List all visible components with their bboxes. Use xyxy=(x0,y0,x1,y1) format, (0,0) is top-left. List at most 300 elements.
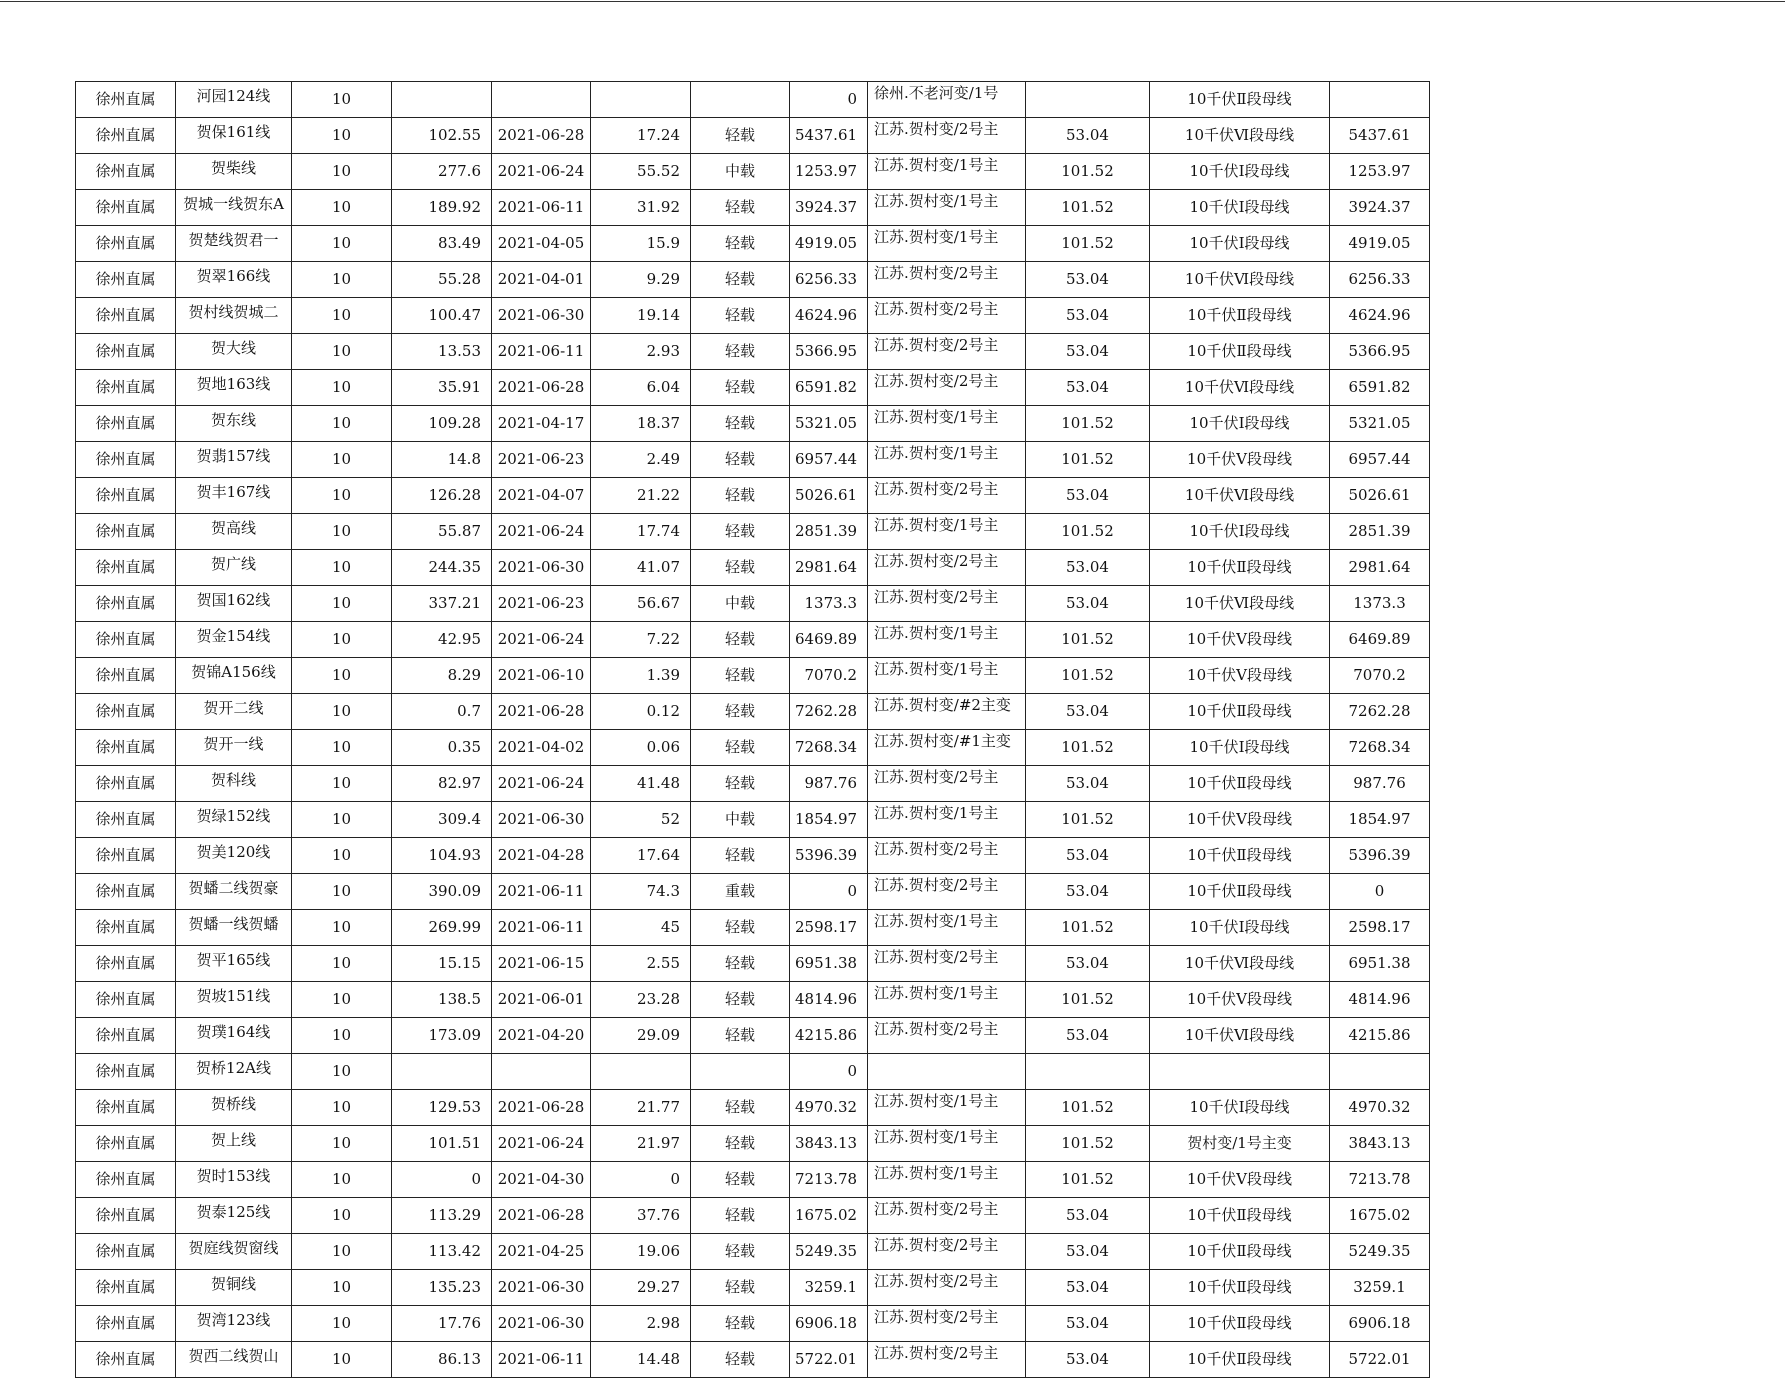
busbar-cell: 10千伏Ⅱ段母线 xyxy=(1150,1234,1330,1270)
substation-cell xyxy=(868,1054,1026,1090)
unit-cell: 徐州直属 xyxy=(76,1306,176,1342)
max-load-cell: 138.5 xyxy=(392,982,492,1018)
unit-cell: 徐州直属 xyxy=(76,82,176,118)
table-row xyxy=(76,874,1430,910)
load-status-cell: 轻载 xyxy=(691,1162,790,1198)
unit-cell: 徐州直属 xyxy=(76,514,176,550)
open-capacity-cell: 6256.33 xyxy=(790,262,868,298)
unit-cell: 徐州直属 xyxy=(76,190,176,226)
substation-cell: 江苏.贺村变/2号主 xyxy=(868,118,1026,154)
busbar-cell: 10千伏Ⅱ段母线 xyxy=(1150,298,1330,334)
load-rate-cell: 37.76 xyxy=(591,1198,691,1234)
busbar-cell: 10千伏Ⅰ段母线 xyxy=(1150,226,1330,262)
busbar-cell: 10千伏Ⅴ段母线 xyxy=(1150,442,1330,478)
load-status-cell: 中载 xyxy=(691,802,790,838)
open-capacity-cell: 987.76 xyxy=(790,766,868,802)
max-load-cell: 337.21 xyxy=(392,586,492,622)
max-load-cell: 42.95 xyxy=(392,622,492,658)
voltage-cell: 10 xyxy=(292,1270,392,1306)
substation-cell: 江苏.贺村变/#2主变 xyxy=(868,694,1026,730)
date-cell: 2021-06-24 xyxy=(492,766,591,802)
table-row xyxy=(76,1270,1430,1306)
load-status-cell: 轻载 xyxy=(691,442,790,478)
table-row xyxy=(76,802,1430,838)
substation-cell: 江苏.贺村变/1号主 xyxy=(868,802,1026,838)
unit-cell: 徐州直属 xyxy=(76,730,176,766)
load-status-cell: 轻载 xyxy=(691,226,790,262)
table-row xyxy=(76,730,1430,766)
line-name-cell: 贺保161线 xyxy=(176,118,292,154)
voltage-cell: 10 xyxy=(292,478,392,514)
load-rate-cell: 17.24 xyxy=(591,118,691,154)
line-capacity-cell xyxy=(1330,82,1430,118)
table-row xyxy=(76,658,1430,694)
table-row xyxy=(76,910,1430,946)
date-cell: 2021-06-10 xyxy=(492,658,591,694)
substation-cell: 江苏.贺村变/1号主 xyxy=(868,658,1026,694)
substation-capacity-cell: 53.04 xyxy=(1026,766,1150,802)
load-status-cell: 轻载 xyxy=(691,910,790,946)
date-cell: 2021-06-28 xyxy=(492,694,591,730)
table-row xyxy=(76,586,1430,622)
table-row xyxy=(76,298,1430,334)
substation-capacity-cell: 53.04 xyxy=(1026,370,1150,406)
line-capacity-cell: 3843.13 xyxy=(1330,1126,1430,1162)
line-name-cell: 贺地163线 xyxy=(176,370,292,406)
busbar-cell: 10千伏Ⅴ段母线 xyxy=(1150,802,1330,838)
busbar-cell: 10千伏Ⅵ段母线 xyxy=(1150,586,1330,622)
page-top-rule xyxy=(0,1,1785,2)
unit-cell: 徐州直属 xyxy=(76,766,176,802)
max-load-cell: 0.35 xyxy=(392,730,492,766)
substation-cell: 江苏.贺村变/2号主 xyxy=(868,838,1026,874)
substation-cell: 江苏.贺村变/2号主 xyxy=(868,298,1026,334)
busbar-cell: 10千伏Ⅱ段母线 xyxy=(1150,334,1330,370)
load-rate-cell: 7.22 xyxy=(591,622,691,658)
max-load-cell: 0.7 xyxy=(392,694,492,730)
line-capacity-cell: 4814.96 xyxy=(1330,982,1430,1018)
load-rate-cell xyxy=(591,1054,691,1090)
substation-capacity-cell: 101.52 xyxy=(1026,982,1150,1018)
busbar-cell: 10千伏Ⅱ段母线 xyxy=(1150,766,1330,802)
open-capacity-cell: 2598.17 xyxy=(790,910,868,946)
substation-cell: 江苏.贺村变/1号主 xyxy=(868,226,1026,262)
unit-cell: 徐州直属 xyxy=(76,1018,176,1054)
substation-cell: 江苏.贺村变/2号主 xyxy=(868,262,1026,298)
line-name-cell: 贺翠166线 xyxy=(176,262,292,298)
unit-cell: 徐州直属 xyxy=(76,1342,176,1378)
table-row xyxy=(76,262,1430,298)
line-name-cell: 贺高线 xyxy=(176,514,292,550)
line-capacity-cell: 7213.78 xyxy=(1330,1162,1430,1198)
open-capacity-cell: 5437.61 xyxy=(790,118,868,154)
date-cell: 2021-04-17 xyxy=(492,406,591,442)
line-capacity-cell: 7262.28 xyxy=(1330,694,1430,730)
max-load-cell: 55.87 xyxy=(392,514,492,550)
line-name-cell: 贺桥12A线 xyxy=(176,1054,292,1090)
unit-cell: 徐州直属 xyxy=(76,478,176,514)
load-status-cell xyxy=(691,82,790,118)
line-capacity-cell: 5396.39 xyxy=(1330,838,1430,874)
busbar-cell: 10千伏Ⅱ段母线 xyxy=(1150,1270,1330,1306)
substation-cell: 江苏.贺村变/1号主 xyxy=(868,190,1026,226)
max-load-cell: 109.28 xyxy=(392,406,492,442)
max-load-cell: 101.51 xyxy=(392,1126,492,1162)
line-name-cell: 贺蟠二线贺豪 xyxy=(176,874,292,910)
line-capacity-cell: 6256.33 xyxy=(1330,262,1430,298)
load-rate-cell: 23.28 xyxy=(591,982,691,1018)
unit-cell: 徐州直属 xyxy=(76,370,176,406)
line-capacity-cell: 2981.64 xyxy=(1330,550,1430,586)
open-capacity-cell: 7070.2 xyxy=(790,658,868,694)
busbar-cell: 10千伏Ⅱ段母线 xyxy=(1150,838,1330,874)
substation-capacity-cell: 101.52 xyxy=(1026,1126,1150,1162)
busbar-cell: 10千伏Ⅴ段母线 xyxy=(1150,658,1330,694)
line-capacity-cell: 4215.86 xyxy=(1330,1018,1430,1054)
line-name-cell: 贺广线 xyxy=(176,550,292,586)
load-status-cell: 轻载 xyxy=(691,766,790,802)
voltage-cell: 10 xyxy=(292,910,392,946)
load-status-cell: 重载 xyxy=(691,874,790,910)
unit-cell: 徐州直属 xyxy=(76,262,176,298)
max-load-cell: 269.99 xyxy=(392,910,492,946)
line-name-cell: 贺开二线 xyxy=(176,694,292,730)
table-row xyxy=(76,118,1430,154)
substation-cell: 江苏.贺村变/2号主 xyxy=(868,1234,1026,1270)
table-row xyxy=(76,1306,1430,1342)
load-status-cell: 轻载 xyxy=(691,1234,790,1270)
line-name-cell: 贺蟠一线贺蟠 xyxy=(176,910,292,946)
substation-capacity-cell: 53.04 xyxy=(1026,1342,1150,1378)
date-cell: 2021-04-20 xyxy=(492,1018,591,1054)
voltage-cell: 10 xyxy=(292,1306,392,1342)
busbar-cell: 10千伏Ⅵ段母线 xyxy=(1150,370,1330,406)
voltage-cell: 10 xyxy=(292,622,392,658)
substation-capacity-cell: 53.04 xyxy=(1026,550,1150,586)
busbar-cell: 10千伏Ⅴ段母线 xyxy=(1150,622,1330,658)
load-status-cell: 轻载 xyxy=(691,658,790,694)
substation-capacity-cell: 101.52 xyxy=(1026,226,1150,262)
line-capacity-cell: 7070.2 xyxy=(1330,658,1430,694)
load-rate-cell: 29.27 xyxy=(591,1270,691,1306)
voltage-cell: 10 xyxy=(292,82,392,118)
load-status-cell: 轻载 xyxy=(691,262,790,298)
table-row xyxy=(76,1234,1430,1270)
open-capacity-cell: 1854.97 xyxy=(790,802,868,838)
busbar-cell: 10千伏Ⅰ段母线 xyxy=(1150,514,1330,550)
substation-capacity-cell xyxy=(1026,82,1150,118)
unit-cell: 徐州直属 xyxy=(76,622,176,658)
line-capacity-cell: 5321.05 xyxy=(1330,406,1430,442)
load-rate-cell: 31.92 xyxy=(591,190,691,226)
voltage-cell: 10 xyxy=(292,1054,392,1090)
date-cell: 2021-06-28 xyxy=(492,118,591,154)
line-name-cell: 贺时153线 xyxy=(176,1162,292,1198)
line-capacity-table xyxy=(75,81,1430,1378)
line-name-cell: 贺东线 xyxy=(176,406,292,442)
busbar-cell: 10千伏Ⅰ段母线 xyxy=(1150,190,1330,226)
substation-cell: 江苏.贺村变/1号主 xyxy=(868,442,1026,478)
date-cell: 2021-06-28 xyxy=(492,1090,591,1126)
line-capacity-cell: 6469.89 xyxy=(1330,622,1430,658)
substation-capacity-cell: 101.52 xyxy=(1026,154,1150,190)
substation-cell: 江苏.贺村变/2号主 xyxy=(868,874,1026,910)
substation-cell: 江苏.贺村变/1号主 xyxy=(868,514,1026,550)
line-capacity-cell: 2598.17 xyxy=(1330,910,1430,946)
date-cell: 2021-06-01 xyxy=(492,982,591,1018)
open-capacity-cell: 5396.39 xyxy=(790,838,868,874)
line-name-cell: 贺铜线 xyxy=(176,1270,292,1306)
line-capacity-cell: 4970.32 xyxy=(1330,1090,1430,1126)
substation-cell: 江苏.贺村变/2号主 xyxy=(868,1306,1026,1342)
unit-cell: 徐州直属 xyxy=(76,910,176,946)
unit-cell: 徐州直属 xyxy=(76,694,176,730)
busbar-cell xyxy=(1150,1054,1330,1090)
load-status-cell: 轻载 xyxy=(691,1090,790,1126)
unit-cell: 徐州直属 xyxy=(76,658,176,694)
date-cell xyxy=(492,1054,591,1090)
load-status-cell: 轻载 xyxy=(691,1198,790,1234)
line-capacity-cell: 1253.97 xyxy=(1330,154,1430,190)
line-name-cell: 贺美120线 xyxy=(176,838,292,874)
max-load-cell: 82.97 xyxy=(392,766,492,802)
voltage-cell: 10 xyxy=(292,298,392,334)
max-load-cell: 17.76 xyxy=(392,1306,492,1342)
unit-cell: 徐州直属 xyxy=(76,1198,176,1234)
substation-capacity-cell: 53.04 xyxy=(1026,298,1150,334)
load-status-cell: 轻载 xyxy=(691,1126,790,1162)
table-row xyxy=(76,1054,1430,1090)
substation-capacity-cell: 101.52 xyxy=(1026,730,1150,766)
line-capacity-cell: 5437.61 xyxy=(1330,118,1430,154)
line-name-cell: 贺平165线 xyxy=(176,946,292,982)
date-cell: 2021-06-11 xyxy=(492,910,591,946)
table-row xyxy=(76,370,1430,406)
max-load-cell: 8.29 xyxy=(392,658,492,694)
load-rate-cell: 41.07 xyxy=(591,550,691,586)
busbar-cell: 10千伏Ⅱ段母线 xyxy=(1150,1198,1330,1234)
line-capacity-cell: 0 xyxy=(1330,874,1430,910)
table-row xyxy=(76,1162,1430,1198)
load-status-cell: 轻载 xyxy=(691,118,790,154)
max-load-cell: 35.91 xyxy=(392,370,492,406)
line-capacity-cell: 5366.95 xyxy=(1330,334,1430,370)
substation-cell: 徐州.不老河变/1号 xyxy=(868,82,1026,118)
date-cell xyxy=(492,82,591,118)
voltage-cell: 10 xyxy=(292,1198,392,1234)
line-name-cell: 河园124线 xyxy=(176,82,292,118)
load-rate-cell: 0.12 xyxy=(591,694,691,730)
line-name-cell: 贺翡157线 xyxy=(176,442,292,478)
open-capacity-cell: 7268.34 xyxy=(790,730,868,766)
substation-cell: 江苏.贺村变/1号主 xyxy=(868,1162,1026,1198)
line-name-cell: 贺城一线贺东A xyxy=(176,190,292,226)
load-status-cell: 轻载 xyxy=(691,694,790,730)
substation-capacity-cell: 101.52 xyxy=(1026,1090,1150,1126)
substation-cell: 江苏.贺村变/2号主 xyxy=(868,1018,1026,1054)
line-name-cell: 贺西二线贺山 xyxy=(176,1342,292,1378)
load-rate-cell: 17.74 xyxy=(591,514,691,550)
voltage-cell: 10 xyxy=(292,766,392,802)
voltage-cell: 10 xyxy=(292,694,392,730)
open-capacity-cell: 6906.18 xyxy=(790,1306,868,1342)
unit-cell: 徐州直属 xyxy=(76,442,176,478)
voltage-cell: 10 xyxy=(292,1126,392,1162)
substation-cell: 江苏.贺村变/#1主变 xyxy=(868,730,1026,766)
line-capacity-cell: 6591.82 xyxy=(1330,370,1430,406)
substation-cell: 江苏.贺村变/2号主 xyxy=(868,370,1026,406)
unit-cell: 徐州直属 xyxy=(76,1126,176,1162)
load-rate-cell: 2.98 xyxy=(591,1306,691,1342)
date-cell: 2021-04-02 xyxy=(492,730,591,766)
open-capacity-cell: 1675.02 xyxy=(790,1198,868,1234)
substation-cell: 江苏.贺村变/2号主 xyxy=(868,1198,1026,1234)
line-name-cell: 贺湾123线 xyxy=(176,1306,292,1342)
line-name-cell: 贺开一线 xyxy=(176,730,292,766)
busbar-cell: 10千伏Ⅰ段母线 xyxy=(1150,406,1330,442)
date-cell: 2021-04-28 xyxy=(492,838,591,874)
max-load-cell: 100.47 xyxy=(392,298,492,334)
table-row xyxy=(76,550,1430,586)
unit-cell: 徐州直属 xyxy=(76,550,176,586)
max-load-cell: 0 xyxy=(392,1162,492,1198)
load-status-cell: 轻载 xyxy=(691,1342,790,1378)
line-capacity-cell: 3924.37 xyxy=(1330,190,1430,226)
date-cell: 2021-06-11 xyxy=(492,334,591,370)
voltage-cell: 10 xyxy=(292,190,392,226)
busbar-cell: 10千伏Ⅵ段母线 xyxy=(1150,118,1330,154)
open-capacity-cell: 5249.35 xyxy=(790,1234,868,1270)
line-name-cell: 贺丰167线 xyxy=(176,478,292,514)
load-status-cell: 轻载 xyxy=(691,370,790,406)
load-rate-cell: 74.3 xyxy=(591,874,691,910)
substation-capacity-cell: 53.04 xyxy=(1026,946,1150,982)
substation-capacity-cell: 101.52 xyxy=(1026,910,1150,946)
voltage-cell: 10 xyxy=(292,406,392,442)
substation-cell: 江苏.贺村变/2号主 xyxy=(868,1342,1026,1378)
unit-cell: 徐州直属 xyxy=(76,1234,176,1270)
substation-cell: 江苏.贺村变/2号主 xyxy=(868,478,1026,514)
open-capacity-cell: 3843.13 xyxy=(790,1126,868,1162)
substation-capacity-cell: 101.52 xyxy=(1026,406,1150,442)
busbar-cell: 10千伏Ⅱ段母线 xyxy=(1150,1342,1330,1378)
max-load-cell: 244.35 xyxy=(392,550,492,586)
open-capacity-cell: 6957.44 xyxy=(790,442,868,478)
load-status-cell: 轻载 xyxy=(691,406,790,442)
date-cell: 2021-04-01 xyxy=(492,262,591,298)
substation-capacity-cell: 53.04 xyxy=(1026,838,1150,874)
line-name-cell: 贺楚线贺君一 xyxy=(176,226,292,262)
table-row xyxy=(76,334,1430,370)
open-capacity-cell: 5026.61 xyxy=(790,478,868,514)
max-load-cell: 277.6 xyxy=(392,154,492,190)
unit-cell: 徐州直属 xyxy=(76,226,176,262)
load-rate-cell: 52 xyxy=(591,802,691,838)
date-cell: 2021-06-28 xyxy=(492,370,591,406)
load-status-cell: 轻载 xyxy=(691,622,790,658)
voltage-cell: 10 xyxy=(292,802,392,838)
load-rate-cell: 2.55 xyxy=(591,946,691,982)
open-capacity-cell: 0 xyxy=(790,82,868,118)
load-rate-cell: 1.39 xyxy=(591,658,691,694)
substation-capacity-cell: 101.52 xyxy=(1026,190,1150,226)
max-load-cell: 55.28 xyxy=(392,262,492,298)
unit-cell: 徐州直属 xyxy=(76,874,176,910)
table-row xyxy=(76,82,1430,118)
substation-cell: 江苏.贺村变/2号主 xyxy=(868,550,1026,586)
max-load-cell: 113.42 xyxy=(392,1234,492,1270)
line-capacity-cell: 4919.05 xyxy=(1330,226,1430,262)
busbar-cell: 10千伏Ⅵ段母线 xyxy=(1150,262,1330,298)
max-load-cell: 13.53 xyxy=(392,334,492,370)
table-row xyxy=(76,514,1430,550)
load-rate-cell: 45 xyxy=(591,910,691,946)
line-name-cell: 贺绿152线 xyxy=(176,802,292,838)
date-cell: 2021-04-05 xyxy=(492,226,591,262)
table-row xyxy=(76,1198,1430,1234)
load-status-cell: 中载 xyxy=(691,154,790,190)
substation-cell: 江苏.贺村变/1号主 xyxy=(868,622,1026,658)
substation-cell: 江苏.贺村变/1号主 xyxy=(868,154,1026,190)
unit-cell: 徐州直属 xyxy=(76,406,176,442)
busbar-cell: 10千伏Ⅵ段母线 xyxy=(1150,478,1330,514)
unit-cell: 徐州直属 xyxy=(76,586,176,622)
substation-capacity-cell: 101.52 xyxy=(1026,1162,1150,1198)
max-load-cell xyxy=(392,1054,492,1090)
voltage-cell: 10 xyxy=(292,946,392,982)
max-load-cell: 14.8 xyxy=(392,442,492,478)
busbar-cell: 10千伏Ⅴ段母线 xyxy=(1150,982,1330,1018)
busbar-cell: 10千伏Ⅱ段母线 xyxy=(1150,874,1330,910)
line-name-cell: 贺泰125线 xyxy=(176,1198,292,1234)
date-cell: 2021-06-24 xyxy=(492,622,591,658)
load-status-cell: 轻载 xyxy=(691,1270,790,1306)
table-row xyxy=(76,1126,1430,1162)
date-cell: 2021-06-23 xyxy=(492,442,591,478)
substation-capacity-cell: 101.52 xyxy=(1026,658,1150,694)
open-capacity-cell: 4970.32 xyxy=(790,1090,868,1126)
max-load-cell: 113.29 xyxy=(392,1198,492,1234)
substation-capacity-cell: 53.04 xyxy=(1026,262,1150,298)
load-rate-cell: 2.49 xyxy=(591,442,691,478)
open-capacity-cell: 5366.95 xyxy=(790,334,868,370)
load-rate-cell: 15.9 xyxy=(591,226,691,262)
line-name-cell: 贺科线 xyxy=(176,766,292,802)
voltage-cell: 10 xyxy=(292,838,392,874)
load-rate-cell: 18.37 xyxy=(591,406,691,442)
table-row xyxy=(76,838,1430,874)
load-status-cell: 轻载 xyxy=(691,514,790,550)
busbar-cell: 10千伏Ⅰ段母线 xyxy=(1150,1090,1330,1126)
line-name-cell: 贺上线 xyxy=(176,1126,292,1162)
load-rate-cell: 2.93 xyxy=(591,334,691,370)
substation-capacity-cell: 53.04 xyxy=(1026,694,1150,730)
max-load-cell: 135.23 xyxy=(392,1270,492,1306)
load-status-cell: 轻载 xyxy=(691,190,790,226)
date-cell: 2021-06-30 xyxy=(492,550,591,586)
voltage-cell: 10 xyxy=(292,586,392,622)
voltage-cell: 10 xyxy=(292,874,392,910)
voltage-cell: 10 xyxy=(292,550,392,586)
open-capacity-cell: 2851.39 xyxy=(790,514,868,550)
load-rate-cell: 0.06 xyxy=(591,730,691,766)
load-status-cell: 轻载 xyxy=(691,1018,790,1054)
voltage-cell: 10 xyxy=(292,154,392,190)
max-load-cell: 83.49 xyxy=(392,226,492,262)
open-capacity-cell: 6469.89 xyxy=(790,622,868,658)
busbar-cell: 10千伏Ⅵ段母线 xyxy=(1150,1018,1330,1054)
unit-cell: 徐州直属 xyxy=(76,118,176,154)
